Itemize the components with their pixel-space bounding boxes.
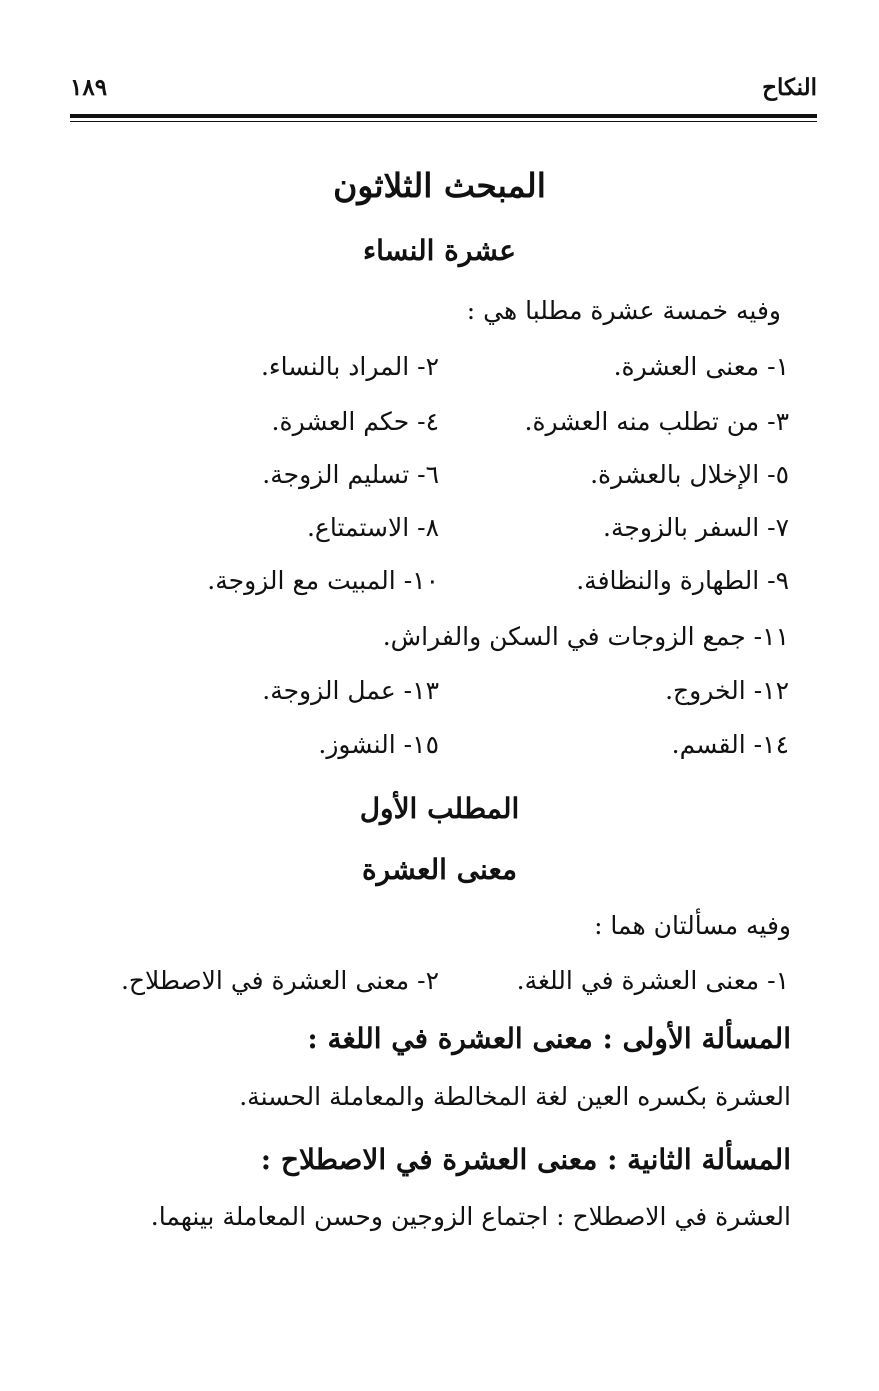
chapter-title: المبحث الثلاثون: [333, 166, 546, 205]
topic-item: ٦- تسليم الزوجة.: [262, 460, 439, 489]
issue-one-text: العشرة بكسره العين لغة المخالطة والمعاملة الحسنة.: [239, 1082, 791, 1111]
section-intro: وفيه مسألتان هما :: [594, 911, 791, 940]
topic-item: ٢- المراد بالنساء.: [260, 352, 439, 381]
book-title: النكاح: [762, 74, 817, 101]
topic-item: ٨- الاستمتاع.: [306, 513, 439, 542]
section-item: ١- معنى العشرة في اللغة.: [516, 966, 789, 995]
topic-item: ١٤- القسم.: [671, 730, 789, 759]
topic-item: ١١- جمع الزوجات في السكن والفراش.: [382, 622, 789, 651]
issue-two-text: العشرة في الاصطلاح : اجتماع الزوجين وحسن المعاملة بينهما.: [150, 1202, 791, 1231]
section-subtitle: معنى العشرة: [362, 853, 517, 886]
topic-item: ٣- من تطلب منه العشرة.: [524, 407, 789, 436]
topic-item: ٥- الإخلال بالعشرة.: [590, 460, 789, 489]
topic-item: ١٥- النشوز.: [318, 730, 439, 759]
topic-item: ١- معنى العشرة.: [613, 352, 789, 381]
running-header: [70, 74, 817, 104]
chapter-subtitle: عشرة النساء: [363, 234, 516, 267]
topic-item: ٩- الطهارة والنظافة.: [576, 566, 789, 595]
chapter-intro: وفيه خمسة عشرة مطلبا هي :: [466, 296, 781, 325]
section-title: المطلب الأول: [359, 792, 520, 825]
topic-item: ١٣- عمل الزوجة.: [262, 676, 439, 705]
header-rule-thin: [70, 121, 817, 122]
topic-item: ١٠- المبيت مع الزوجة.: [207, 566, 439, 595]
section-item: ٢- معنى العشرة في الاصطلاح.: [120, 966, 439, 995]
topic-item: ٤- حكم العشرة.: [271, 407, 439, 436]
topic-item: ١٢- الخروج.: [665, 676, 789, 705]
topic-item: ٧- السفر بالزوجة.: [603, 513, 789, 542]
page-number: ١٨٩: [70, 74, 108, 101]
issue-two-title: المسألة الثانية : معنى العشرة في الاصطلاح :: [260, 1143, 791, 1176]
issue-one-title: المسألة الأولى : معنى العشرة في اللغة :: [307, 1022, 791, 1055]
header-rule-thick: [70, 114, 817, 118]
